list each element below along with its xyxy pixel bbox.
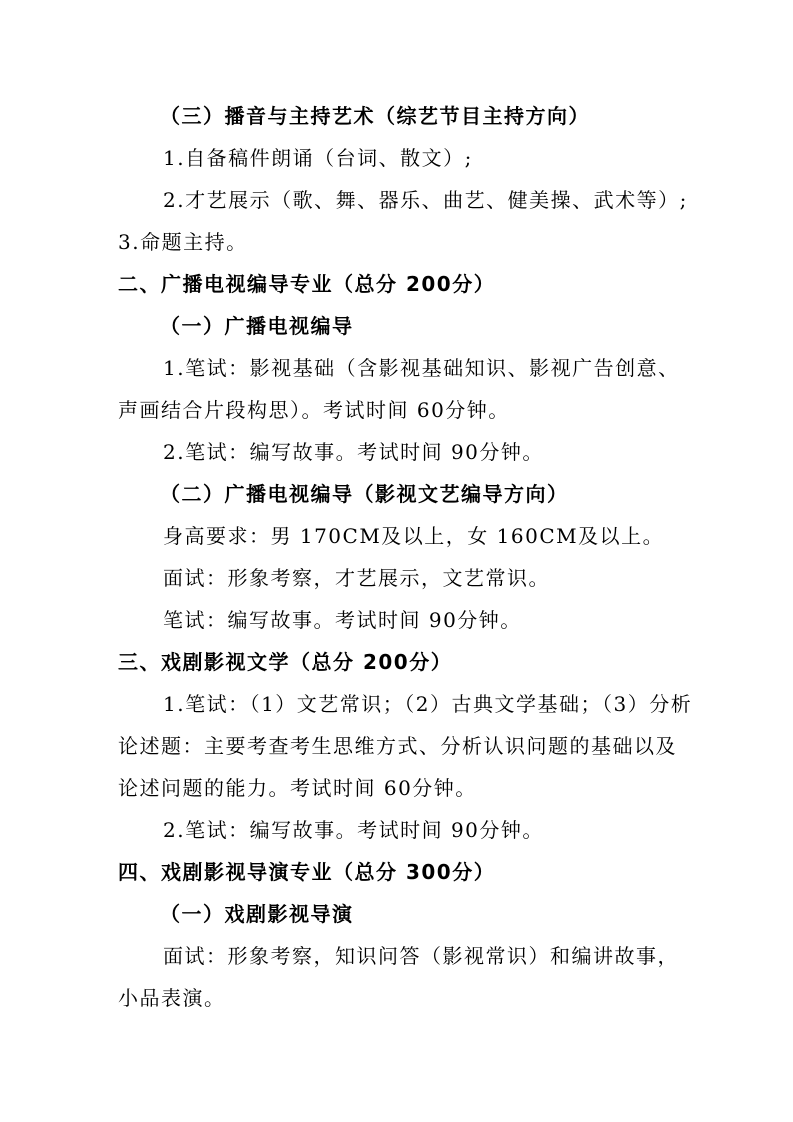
list-item: 1.笔试：影视基础（含影视基础知识、影视广告创意、 — [163, 356, 680, 380]
section-heading-drama-literature: 三、戏剧影视文学（总分 200分） — [118, 650, 453, 674]
paragraph: 身高要求：男 170CM及以上，女 160CM及以上。 — [163, 524, 665, 548]
list-item-continuation: 论述问题的能力。考试时间 60分钟。 — [118, 776, 477, 800]
list-item: 2.笔试：编写故事。考试时间 90分钟。 — [163, 818, 544, 842]
list-item: 1.笔试：（1）文艺常识；（2）古典文学基础；（3）分析 — [163, 692, 693, 716]
paragraph-continuation: 小品表演。 — [118, 986, 226, 1010]
paragraph: 面试：形象考察，才艺展示，文艺常识。 — [163, 566, 550, 590]
list-item-continuation: 声画结合片段构思）。考试时间 60分钟。 — [118, 398, 510, 422]
section-heading-radio-tv-directing: 二、广播电视编导专业（总分 200分） — [118, 272, 496, 296]
list-item-continuation: 论述题：主要考查考生思维方式、分析认识问题的基础以及 — [118, 734, 677, 758]
list-item: 2.才艺展示（歌、舞、器乐、曲艺、健美操、武术等）; — [163, 188, 688, 212]
subsection-heading-radio-tv-directing: （一）广播电视编导 — [160, 314, 354, 338]
list-item: 2.笔试：编写故事。考试时间 90分钟。 — [163, 440, 544, 464]
subsection-heading-drama-directing: （一）戏剧影视导演 — [160, 902, 354, 926]
paragraph: 笔试：编写故事。考试时间 90分钟。 — [163, 608, 522, 632]
list-item: 3.命题主持。 — [118, 230, 248, 254]
list-item: 1.自备稿件朗诵（台词、散文）; — [163, 146, 473, 170]
paragraph: 面试：形象考察，知识问答（影视常识）和编讲故事， — [163, 944, 679, 968]
subsection-heading-broadcasting-hosting: （三）播音与主持艺术（综艺节目主持方向） — [160, 104, 590, 128]
section-heading-drama-directing: 四、戏剧影视导演专业（总分 300分） — [118, 860, 496, 884]
subsection-heading-arts-directing: （二）广播电视编导（影视文艺编导方向） — [160, 482, 569, 506]
